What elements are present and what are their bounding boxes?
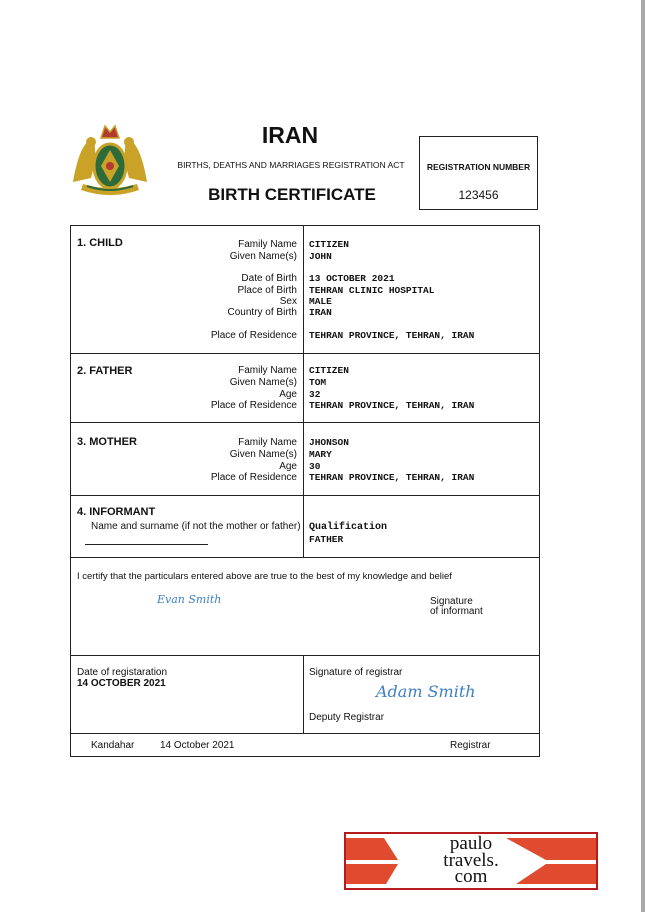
- child-sex: MALE: [309, 296, 332, 307]
- certification-statement: I certify that the particulars entered above are true to the best of my knowledge and belief: [77, 571, 452, 582]
- registrar-signature-label: Signature of registrar: [309, 667, 403, 678]
- section-child-title: 1. CHILD: [77, 237, 123, 249]
- mother-age-label: Age: [279, 461, 297, 472]
- child-residence: TEHRAN PROVINCE, TEHRAN, IRAN: [309, 330, 475, 341]
- father-family-name: CITIZEN: [309, 365, 349, 376]
- section-father-title: 2. FATHER: [77, 365, 133, 377]
- child-place-of-birth-label: Place of Birth: [237, 285, 297, 296]
- divider: [71, 495, 539, 496]
- registration-date-label: Date of registaration: [77, 667, 168, 678]
- footer-place: Kandahar: [91, 740, 135, 751]
- column-divider: [303, 655, 304, 733]
- certificate-title: BIRTH CERTIFICATE: [208, 185, 376, 204]
- page-edge: [641, 0, 645, 912]
- father-given-name-label: Given Name(s): [229, 377, 297, 388]
- child-country-label: Country of Birth: [227, 307, 297, 318]
- deputy-registrar-label: Deputy Registrar: [309, 712, 385, 723]
- coat-of-arms-icon: [67, 120, 153, 200]
- child-country: IRAN: [309, 307, 332, 318]
- certificate-table: [70, 225, 540, 757]
- mother-age: 30: [309, 461, 321, 472]
- mother-family-name-label: Family Name: [238, 437, 297, 448]
- mother-given-name: MARY: [309, 449, 332, 460]
- logo-line-3: com: [454, 866, 488, 887]
- footer-date: 14 October 2021: [160, 740, 235, 751]
- registration-label: REGISTRATION NUMBER: [426, 162, 531, 172]
- father-residence: TEHRAN PROVINCE, TEHRAN, IRAN: [309, 400, 475, 411]
- registration-number: 123456: [458, 188, 499, 202]
- registration-act: BIRTHS, DEATHS AND MARRIAGES REGISTRATION ACT: [177, 160, 405, 170]
- informant-name-line: [85, 544, 208, 545]
- country-title: IRAN: [261, 122, 319, 148]
- footer-registrar: Registrar: [450, 740, 491, 751]
- child-dob-label: Date of Birth: [241, 273, 297, 284]
- child-given-name-label: Given Name(s): [229, 251, 297, 262]
- mother-given-name-label: Given Name(s): [229, 449, 297, 460]
- child-family-name: CITIZEN: [309, 239, 349, 250]
- informant-name-label: Name and surname (if not the mother or father): [91, 521, 301, 532]
- informant-signature-label: Signature: [430, 596, 473, 607]
- registration-box: [419, 136, 538, 210]
- father-age: 32: [309, 389, 321, 400]
- logo-wordmark: [346, 833, 596, 887]
- paulo-travels-logo: [344, 832, 598, 890]
- divider: [71, 655, 539, 656]
- father-age-label: Age: [279, 389, 297, 400]
- informant-signature: Evan Smith: [157, 593, 222, 606]
- qualification-value: FATHER: [309, 534, 344, 545]
- column-divider: [303, 226, 304, 557]
- mother-residence: TEHRAN PROVINCE, TEHRAN, IRAN: [309, 472, 475, 483]
- father-given-name: TOM: [309, 377, 327, 388]
- divider: [71, 557, 539, 558]
- qualification-label: Qualification: [309, 522, 388, 533]
- mother-family-name: JHONSON: [309, 437, 349, 448]
- section-informant-title: 4. INFORMANT: [77, 506, 156, 518]
- registration-date-value: 14 OCTOBER 2021: [77, 678, 166, 689]
- child-dob: 13 OCTOBER 2021: [309, 273, 395, 284]
- divider: [71, 422, 539, 423]
- child-sex-label: Sex: [279, 296, 297, 307]
- child-place-of-birth: TEHRAN CLINIC HOSPITAL: [309, 285, 435, 296]
- divider: [71, 733, 539, 734]
- child-residence-label: Place of Residence: [210, 330, 297, 341]
- father-residence-label: Place of Residence: [210, 400, 297, 411]
- registrar-signature: Adam Smith: [376, 682, 476, 701]
- child-family-name-label: Family Name: [238, 239, 297, 250]
- divider: [71, 353, 539, 354]
- logo-line-2: travels.: [443, 849, 499, 871]
- child-given-name: JOHN: [309, 251, 332, 262]
- mother-residence-label: Place of Residence: [210, 472, 297, 483]
- section-mother-title: 3. MOTHER: [77, 436, 137, 448]
- logo-line-1: paulo: [449, 833, 493, 854]
- informant-signature-label-2: of informant: [430, 606, 483, 617]
- father-family-name-label: Family Name: [238, 365, 297, 376]
